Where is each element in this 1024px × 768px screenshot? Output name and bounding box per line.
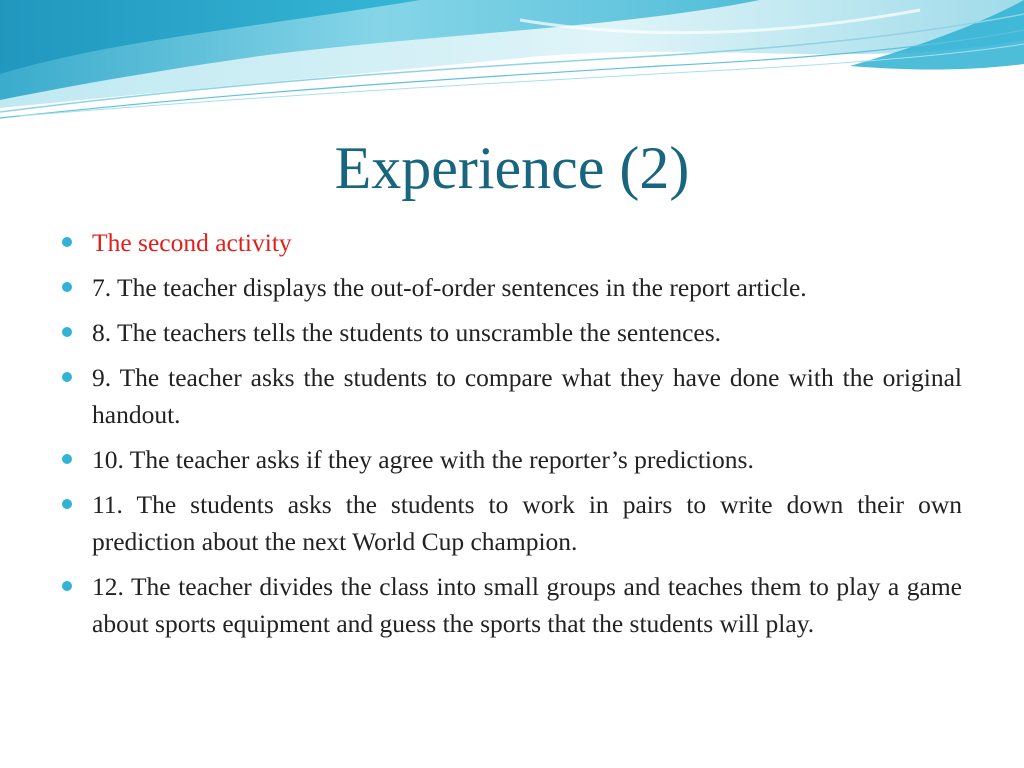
bullet-item bbox=[62, 269, 962, 306]
bullet-item bbox=[62, 568, 962, 642]
bullet-text: 9. The teacher asks the students to compare what they have done with the original handout. bbox=[92, 363, 962, 429]
bullet-list bbox=[62, 224, 962, 650]
bullet-text: 12. The teacher divides the class into small groups and teaches them to play a game about sports equipment and guess the sports that the students will play. bbox=[92, 572, 962, 638]
bullet-dot-icon bbox=[62, 454, 72, 464]
bullet-dot-icon bbox=[62, 581, 72, 591]
bullet-text: 7. The teacher displays the out-of-order sentences in the report article. bbox=[92, 273, 807, 302]
slide-title: Experience (2) bbox=[334, 135, 690, 201]
bullet-item bbox=[62, 314, 962, 351]
bullet-text: The second activity bbox=[92, 228, 292, 257]
bullet-dot-icon bbox=[62, 327, 72, 337]
bullet-item bbox=[62, 359, 962, 433]
bullet-item bbox=[62, 486, 962, 560]
bullet-dot-icon bbox=[62, 372, 72, 382]
bullet-text: 11. The students asks the students to work in pairs to write down their own prediction about the next World Cup champion. bbox=[92, 490, 962, 556]
bullet-item bbox=[62, 441, 962, 478]
bullet-item bbox=[62, 224, 962, 261]
bullet-text: 8. The teachers tells the students to unscramble the sentences. bbox=[92, 318, 722, 347]
bullet-text: 10. The teacher asks if they agree with the reporter’s predictions. bbox=[92, 445, 754, 474]
bullet-dot-icon bbox=[62, 237, 72, 247]
bullet-dot-icon bbox=[62, 282, 72, 292]
bullet-dot-icon bbox=[62, 499, 72, 509]
header-wave-decoration bbox=[0, 0, 1024, 130]
